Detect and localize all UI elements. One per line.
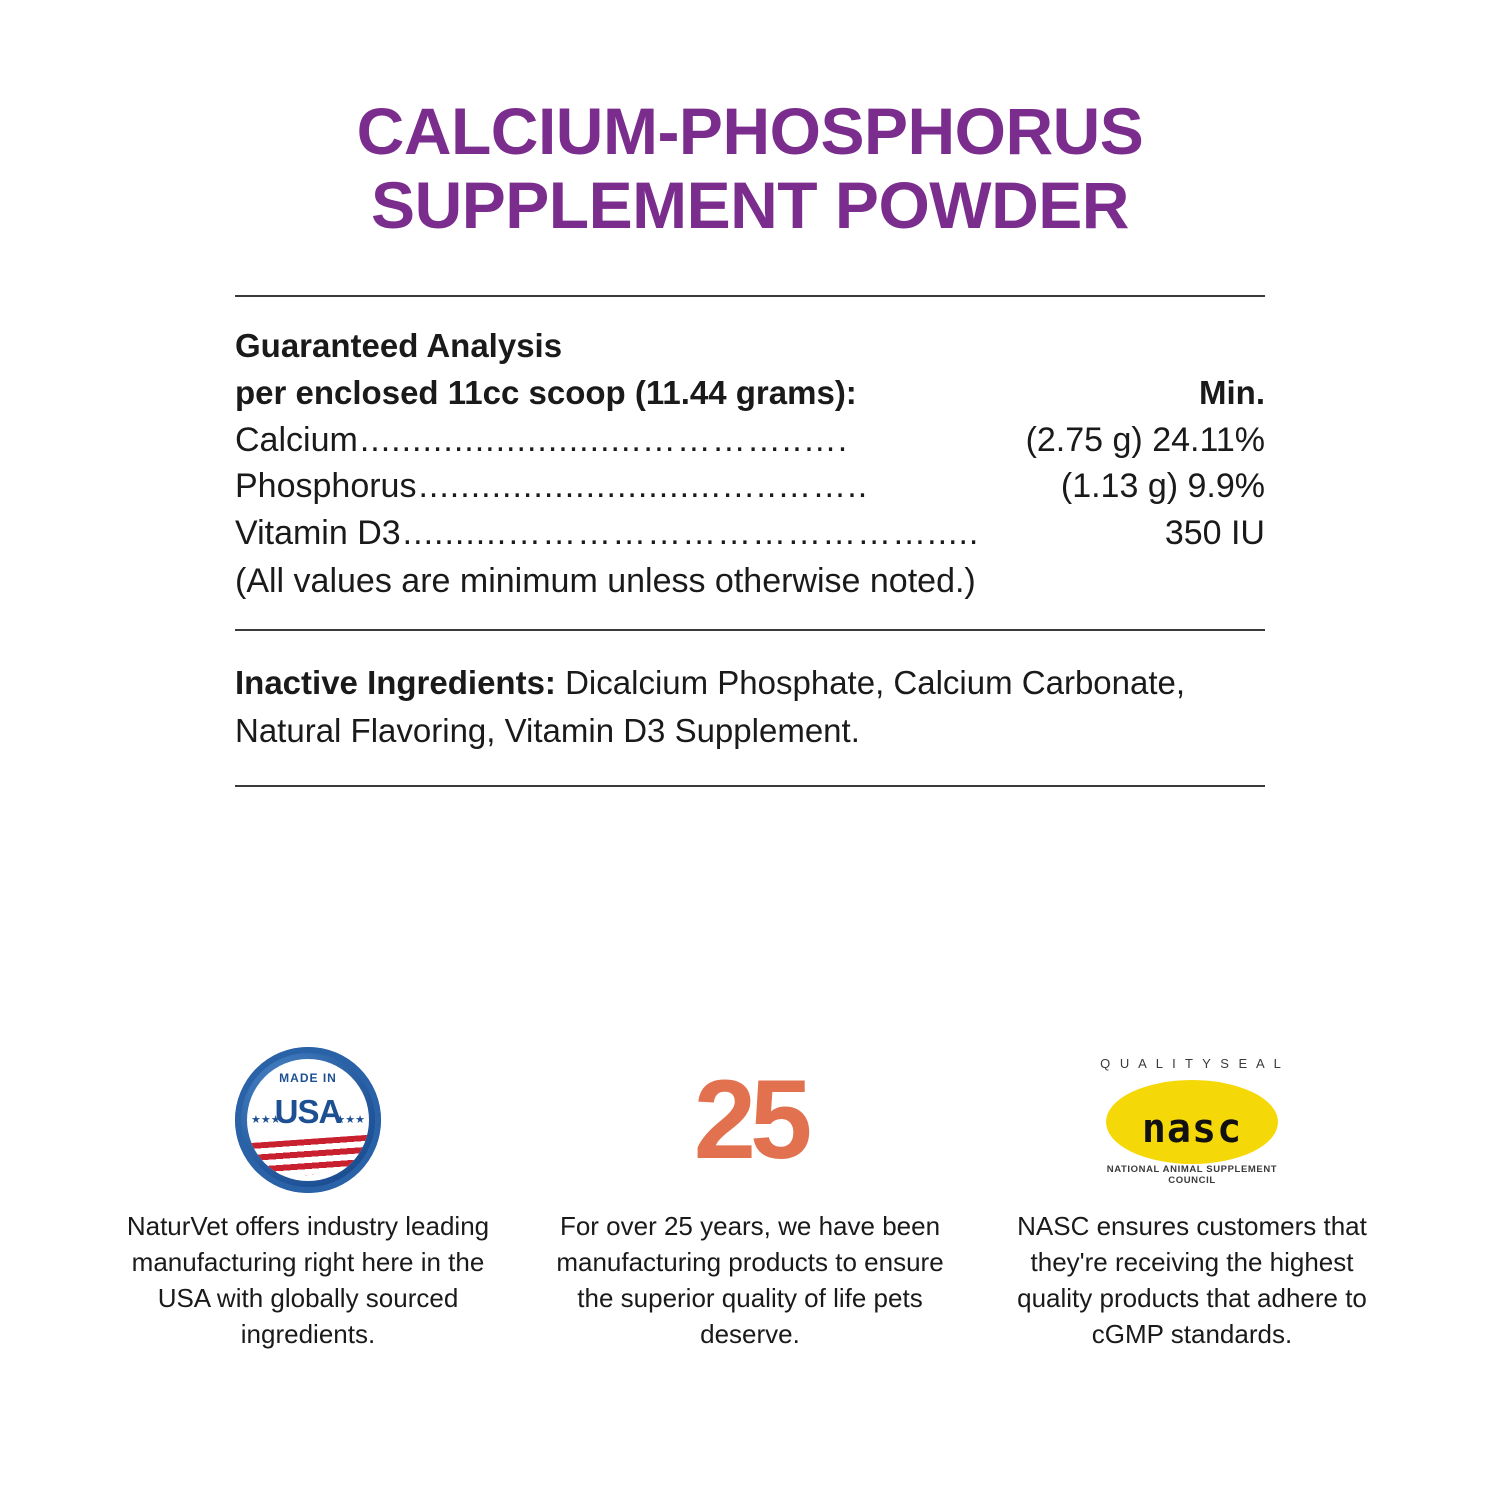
- analysis-row-value: (1.13 g) 9.9%: [1060, 467, 1265, 506]
- made-in-usa-seal-icon: [235, 1047, 381, 1193]
- inactive-ingredients-text: Dicalcium Phosphate, Calcium Carbonate, Natural Flavoring, Vitamin D3 Supplement.: [235, 663, 1186, 749]
- guaranteed-analysis-block: [235, 297, 1265, 629]
- analysis-row-dots: ...........................…………..….: [359, 420, 849, 459]
- analysis-row-name: Vitamin D3: [235, 513, 401, 552]
- seal-main-text: USA: [274, 1093, 342, 1130]
- nasc-quality-seal-icon: [1092, 1054, 1292, 1186]
- analysis-row-name: Phosphorus: [235, 467, 417, 506]
- nasc-bottom-arc-text: NATIONAL ANIMAL SUPPLEMENT COUNCIL: [1106, 1164, 1278, 1186]
- badge-nasc: [997, 1045, 1387, 1353]
- analysis-row: [235, 463, 1265, 510]
- analysis-row-dots: ..........……………………………….....: [402, 513, 980, 552]
- seal-top-text: MADE IN: [279, 1071, 337, 1085]
- inactive-ingredients-label: Inactive Ingredients:: [235, 663, 556, 701]
- seal-stars-right: ★★★: [335, 1113, 365, 1126]
- seal-stars-left: ★★★: [251, 1113, 281, 1126]
- badge-art: [113, 1045, 503, 1195]
- badge-caption: NASC ensures customers that they're receiving the highest quality products that adhere to cGMP standards.: [1017, 1211, 1367, 1349]
- analysis-row: [235, 510, 1265, 557]
- serving-size-label: per enclosed 11cc scoop (11.44 grams):: [235, 373, 857, 411]
- analysis-note: (All values are minimum unless otherwise noted.): [235, 562, 976, 601]
- divider-bottom: [235, 785, 1265, 787]
- guaranteed-analysis-subheading-row: [235, 370, 1265, 417]
- title-line-2: SUPPLEMENT POWDER: [371, 167, 1129, 242]
- badges-row: [0, 1045, 1500, 1353]
- badge-caption: NaturVet offers industry leading manufacturing right here in the USA with globally sourced ingredients.: [126, 1211, 490, 1349]
- badge-caption: For over 25 years, we have been manufacturing products to ensure the superior quality of life pets deserve.: [556, 1211, 944, 1349]
- guaranteed-analysis-heading: Guaranteed Analysis: [235, 326, 563, 364]
- badge-art: [555, 1045, 945, 1195]
- analysis-row-value: (2.75 g) 24.11%: [1025, 420, 1265, 459]
- nasc-main-text: nasc: [1141, 1106, 1243, 1152]
- title-line-1: CALCIUM-PHOSPHORUS: [356, 94, 1144, 168]
- badge-art: [997, 1045, 1387, 1195]
- analysis-row: [235, 417, 1265, 464]
- twenty-five-years-icon: 25: [693, 1057, 807, 1182]
- analysis-row-name: Calcium: [235, 420, 358, 459]
- page-title: [0, 0, 1500, 243]
- analysis-row-dots: .............................…..……..: [418, 467, 869, 506]
- nasc-top-arc-text: Q U A L I T Y S E A L: [1100, 1056, 1284, 1071]
- label-panel: [235, 243, 1265, 787]
- analysis-row-value: 350 IU: [1164, 513, 1265, 552]
- badge-made-in-usa: [113, 1045, 503, 1353]
- min-column-header: Min.: [1199, 373, 1265, 411]
- badge-25-years: [555, 1045, 945, 1353]
- inactive-ingredients-block: [235, 631, 1265, 785]
